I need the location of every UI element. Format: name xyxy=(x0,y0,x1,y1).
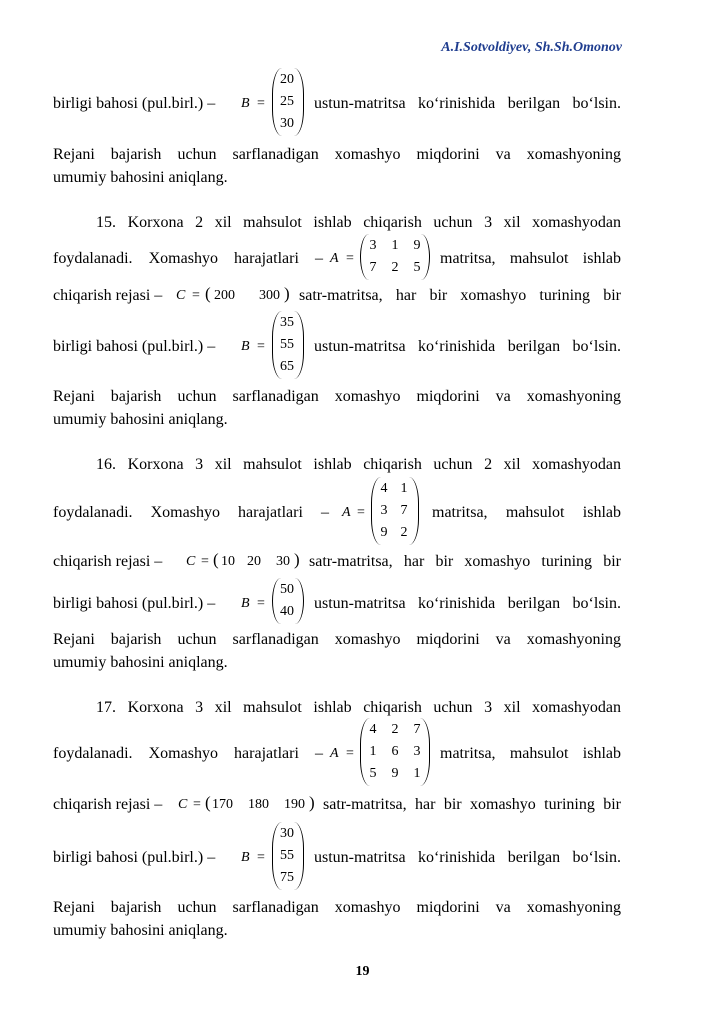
matrix-b-17 xyxy=(272,822,304,890)
equals-sign: = xyxy=(193,797,201,812)
matrix-b-16 xyxy=(272,578,304,624)
matrix-symbol-b: B xyxy=(241,596,250,611)
matrix-cell: 1 xyxy=(413,766,421,781)
text-line: matritsa, mahsulot ishlab xyxy=(432,504,621,521)
text-line: ustun-matritsa ko‘rinishida berilgan bo‘lsin. xyxy=(314,595,621,612)
matrix-cell: 1 xyxy=(369,744,377,759)
matrix-a-17 xyxy=(360,718,430,786)
matrix-cell: 1 xyxy=(400,481,408,496)
matrix-cell: 3 xyxy=(380,503,388,518)
matrix-cell: 30 xyxy=(276,554,290,569)
text-line: foydalanadi. Xomashyo harajatlari – xyxy=(53,504,329,521)
matrix-cell: 40 xyxy=(280,604,294,619)
text-line: umumiy bahosini aniqlang. xyxy=(53,654,228,671)
matrix-b-15 xyxy=(272,311,304,379)
matrix-cell: 4 xyxy=(369,722,377,737)
matrix-cell: 9 xyxy=(380,525,388,540)
text-line: satr-matritsa, har bir xomashyo turining bir xyxy=(299,287,621,304)
matrix-a-15 xyxy=(360,234,430,280)
equals-sign: = xyxy=(257,96,265,111)
matrix-cell: 6 xyxy=(391,744,399,759)
matrix-cell: 20 xyxy=(247,554,261,569)
matrix-cell: 55 xyxy=(280,337,294,352)
text-line: chiqarish rejasi – xyxy=(53,796,163,813)
text-line: Rejani bajarish uchun sarflanadigan xomashyo miqdorini va xomashyoning xyxy=(53,388,621,405)
equals-sign: = xyxy=(257,339,265,354)
row-matrix-open: ( xyxy=(205,284,211,303)
matrix-cell: 7 xyxy=(400,503,408,518)
matrix-cell: 25 xyxy=(280,94,294,109)
matrix-cell: 3 xyxy=(369,238,377,253)
matrix-cell: 200 xyxy=(214,288,235,303)
matrix-cell: 10 xyxy=(221,554,235,569)
problem-17-intro: 17. Korxona 3 xil mahsulot ishlab chiqarish uchun 3 xil xomashyodan xyxy=(96,699,621,716)
row-matrix-open: ( xyxy=(213,550,219,569)
text-fragment: birligi bahosi (pul.birl.) – xyxy=(53,849,216,866)
text-line: umumiy bahosini aniqlang. xyxy=(53,411,228,428)
text-line: Rejani bajarish uchun sarflanadigan xomashyo miqdorini va xomashyoning xyxy=(53,146,621,163)
equals-sign: = xyxy=(201,554,209,569)
text-line: Rejani bajarish uchun sarflanadigan xomashyo miqdorini va xomashyoning xyxy=(53,899,621,916)
equals-sign: = xyxy=(357,505,365,520)
equals-sign: = xyxy=(346,746,354,761)
text-line: ustun-matritsa ko‘rinishida berilgan bo‘lsin. xyxy=(314,849,621,866)
matrix-cell: 75 xyxy=(280,870,294,885)
text-fragment: birligi bahosi (pul.birl.) – xyxy=(53,595,216,612)
equals-sign: = xyxy=(257,596,265,611)
matrix-cell: 1 xyxy=(391,238,399,253)
matrix-cell: 55 xyxy=(280,848,294,863)
matrix-cell: 2 xyxy=(400,525,408,540)
row-matrix-close: ) xyxy=(309,793,315,812)
matrix-symbol-c: C xyxy=(176,288,186,303)
matrix-symbol-a: A xyxy=(330,746,339,761)
text-line: foydalanadi. Xomashyo harajatlari – xyxy=(53,250,323,267)
matrix-cell: 30 xyxy=(280,116,294,131)
matrix-cell: 4 xyxy=(380,481,388,496)
matrix-cell: 3 xyxy=(413,744,421,759)
equals-sign: = xyxy=(346,251,354,266)
text-line: satr-matritsa, har bir xomashyo turining bir xyxy=(309,553,621,570)
matrix-cell: 7 xyxy=(369,260,377,275)
equals-sign: = xyxy=(257,850,265,865)
matrix-cell: 9 xyxy=(391,766,399,781)
text-line: foydalanadi. Xomashyo harajatlari – xyxy=(53,745,323,762)
matrix-symbol-a: A xyxy=(342,505,351,520)
row-matrix-open: ( xyxy=(205,793,211,812)
matrix-symbol-c: C xyxy=(186,554,196,569)
matrix-a-16 xyxy=(371,477,419,545)
text-line: chiqarish rejasi – xyxy=(53,553,163,570)
text-line: chiqarish rejasi – xyxy=(53,287,163,304)
matrix-cell: 300 xyxy=(259,288,280,303)
matrix-cell: 2 xyxy=(391,260,399,275)
matrix-cell: 190 xyxy=(284,797,305,812)
matrix-cell: 20 xyxy=(280,72,294,87)
matrix-cell: 180 xyxy=(248,797,269,812)
matrix-symbol-b: B xyxy=(241,339,250,354)
matrix-cell: 2 xyxy=(391,722,399,737)
matrix-cell: 30 xyxy=(280,826,294,841)
matrix-b-column xyxy=(272,68,304,136)
problem-16-intro: 16. Korxona 3 xil mahsulot ishlab chiqarish uchun 2 xil xomashyodan xyxy=(96,456,621,473)
problem-15-intro: 15. Korxona 2 xil mahsulot ishlab chiqarish uchun 3 xil xomashyodan xyxy=(96,214,621,231)
text-line: umumiy bahosini aniqlang. xyxy=(53,922,228,939)
row-matrix-close: ) xyxy=(294,550,300,569)
matrix-cell: 50 xyxy=(280,582,294,597)
text-line: ustun-matritsa ko‘rinishida berilgan bo‘lsin. xyxy=(314,95,621,112)
running-header: A.I.Sotvoldiyev, Sh.Sh.Omonov xyxy=(441,40,622,55)
text-line: Rejani bajarish uchun sarflanadigan xomashyo miqdorini va xomashyoning xyxy=(53,631,621,648)
equals-sign: = xyxy=(192,288,200,303)
matrix-cell: 65 xyxy=(280,359,294,374)
matrix-cell: 9 xyxy=(413,238,421,253)
text-fragment: birligi bahosi (pul.birl.) – xyxy=(53,95,216,112)
matrix-cell: 35 xyxy=(280,315,294,330)
matrix-symbol-b: B xyxy=(241,96,250,111)
text-line: satr-matritsa, har bir xomashyo turining bir xyxy=(323,796,621,813)
matrix-symbol-a: A xyxy=(330,251,339,266)
matrix-symbol-b: B xyxy=(241,850,250,865)
text-line: matritsa, mahsulot ishlab xyxy=(440,745,621,762)
matrix-symbol-c: C xyxy=(178,797,188,812)
text-line: ustun-matritsa ko‘rinishida berilgan bo‘lsin. xyxy=(314,338,621,355)
row-matrix-close: ) xyxy=(284,284,290,303)
text-line: umumiy bahosini aniqlang. xyxy=(53,169,228,186)
matrix-cell: 7 xyxy=(413,722,421,737)
text-fragment: birligi bahosi (pul.birl.) – xyxy=(53,338,216,355)
matrix-cell: 170 xyxy=(212,797,233,812)
matrix-cell: 5 xyxy=(413,260,421,275)
matrix-cell: 5 xyxy=(369,766,377,781)
text-line: matritsa, mahsulot ishlab xyxy=(440,250,621,267)
page-number: 19 xyxy=(355,964,370,979)
